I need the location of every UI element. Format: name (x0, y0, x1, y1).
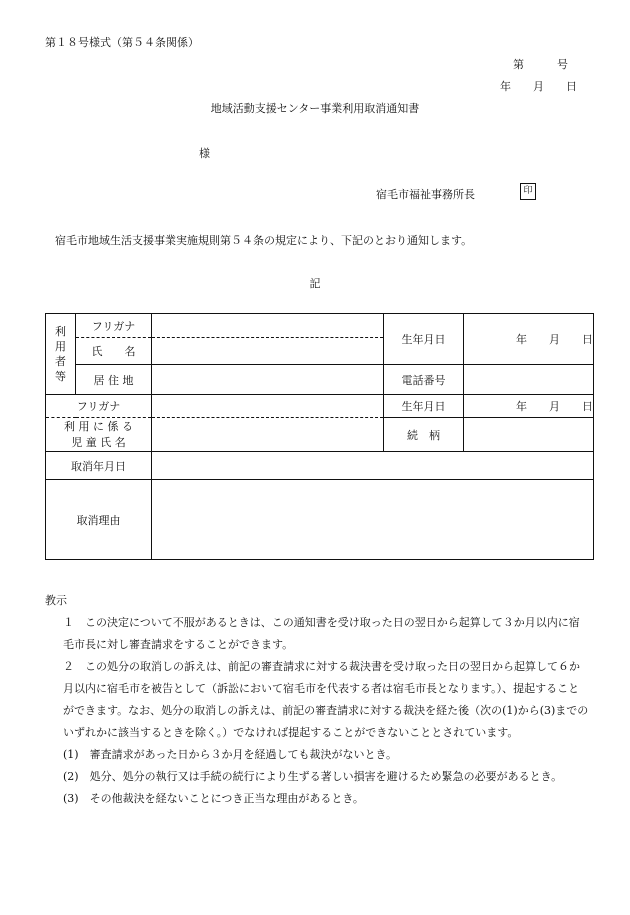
instruction-subitem-1: (1) 審査請求があった日から３か月を経過しても裁決がないとき。 (63, 748, 398, 761)
cancel-reason-field[interactable] (152, 480, 594, 560)
cancel-date-label: 取消年月日 (46, 452, 152, 480)
cancel-reason-label: 取消理由 (46, 480, 152, 560)
addressee-suffix: 様 (199, 147, 210, 160)
child-birthdate-label: 生年月日 (384, 395, 464, 418)
phone-field[interactable] (464, 365, 594, 395)
birthdate-field[interactable]: 年 月 日 (464, 314, 594, 365)
relationship-field[interactable] (464, 418, 594, 452)
instructions-heading: 教示 (45, 594, 67, 607)
child-name-label-line2: 児 童 氏 名 (71, 435, 126, 449)
furigana-label: フリガナ (76, 314, 152, 338)
name-field[interactable] (152, 338, 384, 365)
child-name-label-line1: 利 用 に 係 る (64, 419, 133, 433)
child-name-field[interactable] (152, 418, 384, 452)
form-number: 第１８号様式（第５４条関係） (45, 36, 199, 49)
name-label: 氏 名 (76, 338, 152, 365)
cancel-date-field[interactable] (152, 452, 594, 480)
instruction-subitem-2: (2) 処分、処分の執行又は手続の続行により生ずる著しい損害を避けるため緊急の必要があるとき。 (63, 770, 563, 783)
user-group-label: 利用者等 (46, 314, 76, 395)
seal-mark: 印 (520, 183, 536, 200)
address-field[interactable] (152, 365, 384, 395)
address-label: 居 住 地 (76, 365, 152, 395)
child-furigana-field[interactable] (152, 395, 384, 418)
issuer-name: 宿毛市福祉事務所長 (376, 188, 475, 201)
instruction-subitem-3: (3) その他裁決を経ないことにつき正当な理由があるとき。 (63, 792, 364, 805)
document-title: 地域活動支援センター事業利用取消通知書 (210, 102, 420, 115)
ki-heading: 記 (309, 277, 321, 290)
notice-text: 宿毛市地域生活支援事業実施規則第５４条の規定により、下記のとおり通知します。 (55, 234, 473, 247)
furigana-field[interactable] (152, 314, 384, 338)
child-birthdate-field[interactable]: 年 月 日 (464, 395, 594, 418)
instructions-section (45, 590, 590, 810)
instruction-item-2: ２ この処分の取消しの訴えは、前記の審査請求に対する裁決書を受け取った日の翌日から起算して６か月以内に宿毛市を被告として（訴訟において宿毛市を代表する者は宿毛市長となります。）、提起することができます。なお、処分の取消しの訴えは、前記の審査請求に対する裁決を経た後（次の(1)から(3)までのいずれかに該当するときを除く。）でなければ提起することができないこととされています。 (63, 660, 589, 739)
child-furigana-label: フリガナ (46, 395, 152, 418)
birthdate-label: 生年月日 (384, 314, 464, 365)
phone-label: 電話番号 (384, 365, 464, 395)
issue-date-line: 年 月 日 (500, 80, 577, 93)
child-name-label (46, 418, 152, 452)
relationship-label: 続 柄 (384, 418, 464, 452)
cancellation-form-table (45, 313, 594, 560)
document-number-line: 第 号 (513, 58, 568, 71)
instruction-item-1: １ この決定について不服があるときは、この通知書を受け取った日の翌日から起算して３か月以内に宿毛市長に対し審査請求をすることができます。 (63, 616, 580, 651)
